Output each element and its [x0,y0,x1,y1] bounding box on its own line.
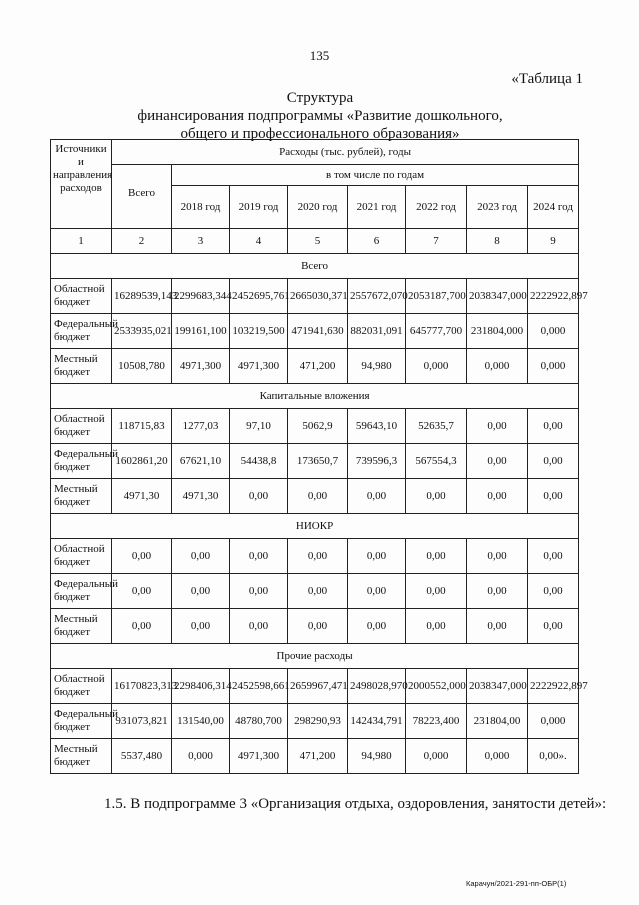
table-row [51,444,579,479]
table-cell: 97,10 [230,409,288,444]
table-cell: 0,00 [406,574,467,609]
section-header-row [51,254,579,279]
table-cell: 103219,500 [230,314,288,349]
table-row [51,704,579,739]
table-cell: 0,00 [467,444,528,479]
table-cell: 2533935,021 [112,314,172,349]
section-title: Прочие расходы [51,644,579,669]
table-cell: 0,00 [288,609,348,644]
table-cell: 59643,10 [348,409,406,444]
table-cell: 67621,10 [172,444,230,479]
title-line-1: Структура [286,90,354,106]
table-cell: 931073,821 [112,704,172,739]
table-cell: 131540,00 [172,704,230,739]
table-cell: 0,000 [528,314,579,349]
section-title: Всего [51,254,579,279]
table-cell: 4971,300 [230,739,288,774]
row-label: Федеральный бюджет [51,444,112,479]
column-number: 6 [348,229,406,254]
column-number: 8 [467,229,528,254]
header-year: 2019 год [230,186,288,229]
section-title: НИОКР [51,514,579,539]
table-row [51,574,579,609]
table-cell: 2452695,761 [230,279,288,314]
table-cell: 0,00 [528,409,579,444]
table-cell: 2665030,371 [288,279,348,314]
table-cell: 0,00 [467,409,528,444]
table-cell: 0,00 [230,539,288,574]
table-cell: 94,980 [348,739,406,774]
row-label: Федеральный бюджет [51,574,112,609]
table-cell: 0,00 [528,539,579,574]
table-cell: 16289539,143 [112,279,172,314]
table-cell: 4971,300 [172,349,230,384]
table-cell: 5537,480 [112,739,172,774]
table-cell: 2038347,000 [467,669,528,704]
row-label: Местный бюджет [51,739,112,774]
table-cell: 4971,300 [230,349,288,384]
table-cell: 0,000 [406,739,467,774]
table-cell: 0,00 [172,609,230,644]
section-title: Капитальные вложения [51,384,579,409]
table-cell: 0,00 [348,479,406,514]
table-row [51,739,579,774]
table-cell: 0,00 [348,609,406,644]
funding-table [50,139,588,774]
column-number: 5 [288,229,348,254]
table-cell: 0,00 [172,539,230,574]
table-cell: 0,00 [172,574,230,609]
table-cell: 0,00 [528,479,579,514]
column-number: 4 [230,229,288,254]
row-label: Областной бюджет [51,539,112,574]
table-row [51,479,579,514]
column-number: 7 [406,229,467,254]
table-cell: 0,000 [406,349,467,384]
table-cell: 0,00 [467,539,528,574]
table-row [51,314,579,349]
table-cell: 0,00 [467,574,528,609]
header-year: 2021 год [348,186,406,229]
table-cell: 0,00 [348,539,406,574]
table-title [40,89,600,143]
header-year: 2022 год [406,186,467,229]
table-cell: 142434,791 [348,704,406,739]
header-by-year: в том числе по годам [172,165,579,186]
table-cell: 645777,700 [406,314,467,349]
table-cell: 4971,30 [112,479,172,514]
table-cell: 48780,700 [230,704,288,739]
table-cell: 118715,83 [112,409,172,444]
table-cell: 0,00 [230,609,288,644]
footer-line: 1.5. В подпрограмме 3 «Организация отдыха, оздоровления, занятости детей»: [104,796,607,812]
table-cell: 78223,400 [406,704,467,739]
table-cell: 471,200 [288,349,348,384]
table-row [51,349,579,384]
row-label: Областной бюджет [51,279,112,314]
column-number: 9 [528,229,579,254]
table-cell: 0,00 [406,539,467,574]
table-cell: 0,00 [112,539,172,574]
table-cell: 2557672,070 [348,279,406,314]
section-header-row [51,384,579,409]
table-cell: 567554,3 [406,444,467,479]
section-header-row [51,644,579,669]
table-cell: 54438,8 [230,444,288,479]
table-cell: 0,00 [230,574,288,609]
table-cell: 0,00 [406,479,467,514]
column-number: 2 [112,229,172,254]
table-cell: 0,000 [528,349,579,384]
table-row [51,279,579,314]
table-cell: 0,00 [288,574,348,609]
row-label: Федеральный бюджет [51,314,112,349]
table-cell: 0,00 [112,609,172,644]
table-cell: 0,000 [467,349,528,384]
header-sources: Источники и направления расходов [51,140,112,229]
table-cell: 739596,3 [348,444,406,479]
table-cell: 882031,091 [348,314,406,349]
table-row [51,539,579,574]
table-cell: 52635,7 [406,409,467,444]
table-cell: 231804,000 [467,314,528,349]
row-label: Областной бюджет [51,669,112,704]
table-cell: 0,00 [348,574,406,609]
table-cell: 471941,630 [288,314,348,349]
table-cell: 0,00 [528,609,579,644]
table-cell: 298290,93 [288,704,348,739]
table-row [51,669,579,704]
row-label: Областной бюджет [51,409,112,444]
table-cell: 2299683,344 [172,279,230,314]
table-cell: 0,00 [112,574,172,609]
table-cell: 0,00». [528,739,579,774]
row-label: Местный бюджет [51,349,112,384]
table-cell: 0,000 [172,739,230,774]
table-cell: 0,00 [406,609,467,644]
table-cell: 1602861,20 [112,444,172,479]
header-expenses: Расходы (тыс. рублей), годы [112,140,579,165]
row-label: Местный бюджет [51,479,112,514]
row-label: Федеральный бюджет [51,704,112,739]
table-row [51,409,579,444]
table-cell: 16170823,313 [112,669,172,704]
table-cell: 471,200 [288,739,348,774]
section-header-row [51,514,579,539]
table-cell: 1277,03 [172,409,230,444]
header-year: 2018 год [172,186,230,229]
table-cell: 0,00 [467,479,528,514]
table-cell: 2053187,700 [406,279,467,314]
table-label: «Таблица 1 [511,71,583,87]
table-cell: 0,00 [288,539,348,574]
header-year: 2023 год [467,186,528,229]
table-cell: 4971,30 [172,479,230,514]
table-cell: 2659967,471 [288,669,348,704]
table-cell: 0,00 [528,574,579,609]
header-year: 2020 год [288,186,348,229]
table-cell: 10508,780 [112,349,172,384]
header-total: Всего [112,165,172,229]
table-cell: 2498028,970 [348,669,406,704]
page-number: 135 [309,48,330,63]
table-cell: 2222922,897 [528,669,579,704]
header-year: 2024 год [528,186,579,229]
table-cell: 0,000 [528,704,579,739]
table-body [51,254,588,774]
table-cell: 199161,100 [172,314,230,349]
table-cell: 0,00 [528,444,579,479]
table-cell: 0,000 [467,739,528,774]
table-cell: 2000552,000 [406,669,467,704]
row-label: Местный бюджет [51,609,112,644]
table-cell: 0,00 [230,479,288,514]
document-code: Карачун/2021-291-пп-ОБР(1) [466,879,567,888]
table-cell: 2298406,314 [172,669,230,704]
table-cell: 2038347,000 [467,279,528,314]
table-cell: 173650,7 [288,444,348,479]
table-row [51,609,579,644]
table-cell: 5062,9 [288,409,348,444]
table-cell: 0,00 [467,609,528,644]
title-line-3: общего и профессионального образования» [180,126,460,142]
table-cell: 2222922,897 [528,279,579,314]
table-cell: 2452598,661 [230,669,288,704]
table-cell: 0,00 [288,479,348,514]
title-line-2: финансирования подпрограммы «Развитие дошкольного, [137,108,503,124]
column-number: 3 [172,229,230,254]
table-cell: 231804,00 [467,704,528,739]
table-cell: 94,980 [348,349,406,384]
column-number: 1 [51,229,112,254]
